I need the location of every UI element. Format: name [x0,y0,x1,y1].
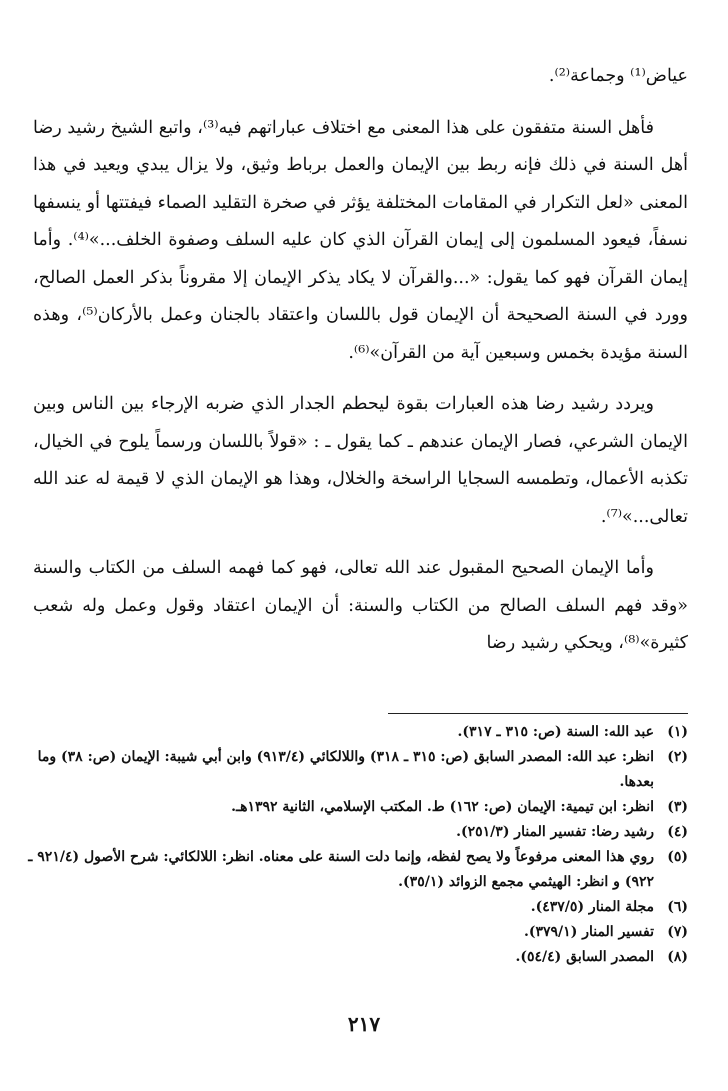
footnote-5 [28,845,688,895]
footnote-text: روي هذا المعنى مرفوعاً ولا يصح لفظه، وإنما دلت السنة على معناه. انظر: اللالكائي: شرح الأصول (٩٢١/٤ ـ ٩٢٢) و انظر: الهيثمي مجمع الزوائد (٣٥/١). [28,849,654,890]
footnote-8 [28,945,688,970]
footnote-4 [28,820,688,845]
footnote-separator [388,713,688,714]
footnote-text: انظر: عبد الله: المصدر السابق (ص: ٣١٥ ـ ٣١٨) واللالكائي (٩١٣/٤) وابن أبي شيبة: الإيمان (ص: ٣٨) وما بعدها. [37,749,654,790]
footnote-text: تفسير المنار (٣٧٩/١). [524,924,654,940]
footnote-text: رشيد رضا: تفسير المنار (٢٥١/٣). [456,824,654,840]
footnote-number: (٧) [667,924,688,940]
footnote-2 [28,745,688,795]
footnote-number: (٣) [667,799,688,815]
footnote-number: (١) [667,724,688,740]
footnote-number: (٨) [667,949,688,965]
paragraph-2: ويردد رشيد رضا هذه العبارات بقوة ليحطم الجدار الذي ضربه الإرجاء بين الناس وبين الإيمان الشرعي، فصار الإيمان عندهم ـ كما يقول ـ : «قولاً باللسان ورسماً يلوح في الخيال، تكذبه الأعمال، وتطمسه السجايا الراسخة والخلال، وهذا هو الإيمان الذي لا قيمة له عند الله تعالى...»⁽⁷⁾. [33,394,688,527]
footnote-text: عبد الله: السنة (ص: ٣١٥ ـ ٣١٧). [457,724,654,740]
footnote-text: مجلة المنار (٤٣٧/٥). [530,899,654,915]
footnote-7 [28,920,688,945]
paragraph-3: وأما الإيمان الصحيح المقبول عند الله تعالى، فهو كما فهمه السلف من الكتاب والسنة «وقد فهم السلف الصالح من الكتاب والسنة: أن الإيمان اعتقاد وقول وعمل وله شعب كثيرة»⁽⁸⁾، ويحكي رشيد رضا [33,558,688,653]
footnote-number: (٤) [667,824,688,840]
footnote-1 [28,720,688,745]
footnote-3 [28,795,688,820]
page-number: ٢١٧ [347,1012,381,1036]
main-text [33,58,688,663]
footnote-text: انظر: ابن تيمية: الإيمان (ص: ١٦٢) ط. المكتب الإسلامي، الثانية ١٣٩٢هـ. [231,799,654,815]
footnote-number: (٢) [667,749,688,765]
footnote-number: (٦) [667,899,688,915]
footnote-number: (٥) [667,849,688,865]
footnote-6 [28,895,688,920]
footnote-text: المصدر السابق (٥٤/٤). [515,949,654,965]
paragraph-1: فأهل السنة متفقون على هذا المعنى مع اختلاف عباراتهم فيه⁽³⁾، واتبع الشيخ رشيد رضا أهل السنة في ذلك فإنه ربط بين الإيمان والعمل برباط وثيق، ولا يزال يبدي ويعيد في هذا المعنى «لعل التكرار في المقامات المختلفة يؤثر في صخرة التقليد الصماء فيفتتها أو ينسفها نسفاً، فيعود المسلمون إلى إيمان القرآن الذي كان عليه السلف وصفوة الخلف...»⁽⁴⁾. وأما إيمان القرآن فهو كما يقول: «...والقرآن لا يكاد يذكر الإيمان إلا مقروناً بذكر العمل الصالح، وورد في السنة الصحيحة أن الإيمان قول باللسان واعتقاد بالجنان وعمل بالأركان⁽⁵⁾، وهذه السنة مؤيدة بخمس وسبعين آية من القرآن»⁽⁶⁾. [33,117,689,363]
paragraph-0: عياض⁽¹⁾ وجماعة⁽²⁾. [548,66,688,86]
footnotes-list [28,720,688,970]
